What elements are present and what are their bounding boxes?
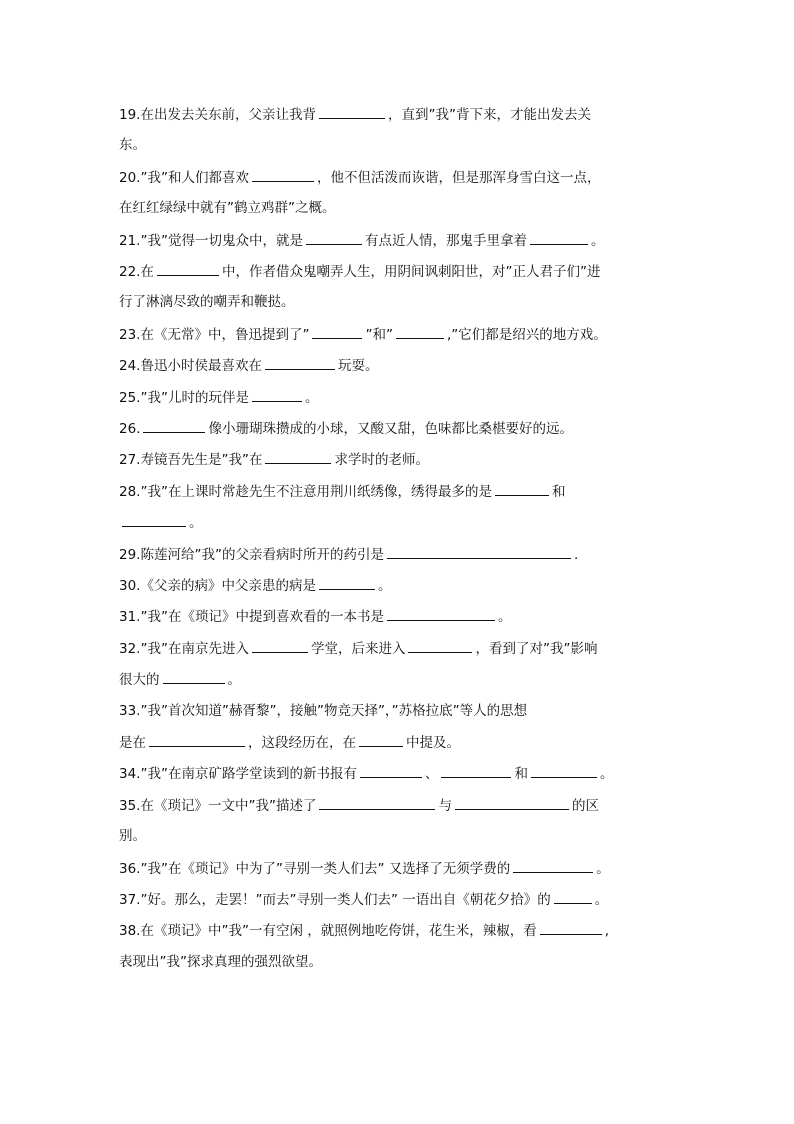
question-line (119, 105, 679, 124)
question-line (119, 859, 679, 878)
question-text: 东。 (119, 137, 146, 154)
answer-blank[interactable] (319, 796, 435, 810)
question-text: 。 (189, 515, 203, 532)
question-text: 38.在《琐记》中”我”一有空闲 ，就照例地吃侉饼，花生米，辣椒，看 (119, 923, 537, 940)
question-text: 24.鲁迅小时侯最喜欢在 (119, 358, 262, 375)
answer-blank[interactable] (513, 859, 593, 873)
question-text: 与 (438, 797, 452, 814)
question-text: 中，作者借众鬼嘲弄人生，用阴间讽刺阳世，对”正人君子们”进 (221, 264, 601, 280)
question-text: ，这段经历在，在 (248, 735, 356, 751)
question-line (119, 482, 679, 501)
question-line (119, 576, 679, 595)
question-line (119, 733, 679, 752)
answer-blank[interactable] (149, 733, 245, 747)
question-text: 33.”我”首次知道”赫胥黎”，接触”物竞天择”，”苏格拉底”等人的思想 (119, 702, 528, 719)
question-line (119, 356, 679, 375)
question-text: ，看到了对”我”影响 (475, 640, 598, 657)
question-text: 23.在《无常》中，鲁迅提到了” (119, 326, 310, 343)
question-text: 30.《父亲的病》中父亲患的病是 (119, 578, 316, 594)
question-text: 和 (514, 766, 528, 783)
answer-blank[interactable] (252, 639, 308, 653)
question-line (119, 639, 679, 658)
answer-blank[interactable] (396, 325, 444, 339)
question-line (119, 670, 679, 689)
answer-blank[interactable] (163, 670, 225, 684)
question-text: 学堂，后来进入 (310, 640, 406, 657)
answer-blank[interactable] (319, 105, 385, 119)
question-text: 26. (119, 421, 141, 437)
question-text: 25.”我”儿时的玩伴是 (119, 389, 249, 406)
question-text: 中提及。 (406, 735, 460, 751)
question-text: 像小珊瑚珠攒成的小球，又酸又甜，色味都比桑椹要好的远。 (208, 421, 573, 437)
answer-blank[interactable] (359, 733, 403, 747)
question-line (119, 764, 679, 783)
question-text: 35.在《琐记》一文中”我”描述了 (119, 797, 317, 814)
answer-blank[interactable] (455, 796, 569, 810)
question-text: 28.”我”在上课时常趁先生不注意用荆川纸绣像，绣得最多的是 (119, 483, 492, 500)
answer-blank[interactable] (387, 545, 571, 559)
question-text: 求学时的老师。 (334, 452, 429, 469)
question-text: 的区 (571, 797, 599, 814)
question-line (119, 388, 679, 407)
question-line (119, 513, 679, 532)
answer-blank[interactable] (122, 513, 186, 527)
answer-blank[interactable] (265, 450, 331, 464)
question-line (119, 419, 679, 438)
question-text: 20.”我”和人们都喜欢 (119, 169, 249, 186)
question-line (119, 890, 679, 909)
question-line (119, 325, 679, 344)
question-text: 、 (424, 766, 439, 783)
question-text: ,”它们都是绍兴的地方戏。 (446, 326, 607, 343)
question-text: . (573, 546, 579, 563)
question-text: 32.”我”在南京先进入 (119, 640, 249, 657)
question-text: 。 (599, 766, 614, 783)
question-text: 表现出”我”探求真理的强烈欲望。 (119, 953, 322, 970)
question-line (119, 953, 679, 971)
question-line (119, 702, 679, 720)
question-line (119, 136, 679, 154)
question-text: 。 (304, 389, 319, 406)
answer-blank[interactable] (531, 764, 597, 778)
question-text: 是在 (119, 735, 146, 751)
question-text: 19.在出发去关东前，父亲让我背 (119, 107, 316, 123)
question-text: 有点近人情，那鬼手里拿着 (364, 232, 527, 249)
question-text: 29.陈莲河给”我”的父亲看病时所开的药引是 (119, 546, 384, 563)
question-text: 22.在 (119, 264, 154, 280)
question-text: 。 (377, 578, 392, 594)
question-line (119, 168, 679, 187)
answer-blank[interactable] (306, 231, 362, 245)
question-line (119, 231, 679, 250)
question-line (119, 921, 679, 940)
answer-blank[interactable] (252, 388, 302, 402)
question-line (119, 450, 679, 469)
answer-blank[interactable] (441, 764, 511, 778)
answer-blank[interactable] (554, 890, 592, 904)
question-text: 。 (590, 232, 605, 249)
question-text: 和 (551, 483, 566, 500)
question-text: 行了淋漓尽致的嘲弄和鞭挞。 (119, 294, 295, 311)
answer-blank[interactable] (408, 639, 472, 653)
question-text: 玩耍。 (337, 358, 379, 375)
answer-blank[interactable] (265, 356, 335, 370)
question-text: 36.”我”在《琐记》中为了”寻别一类人们去” 又选择了无须学费的 (119, 860, 511, 877)
question-text: 在红红绿绿中就有”鹤立鸡群”之概。 (119, 200, 336, 217)
answer-blank[interactable] (312, 325, 362, 339)
question-line (119, 199, 679, 217)
answer-blank[interactable] (360, 764, 422, 778)
answer-blank[interactable] (157, 262, 219, 276)
answer-blank[interactable] (540, 921, 602, 935)
question-text: 31.”我”在《琐记》中提到喜欢看的一本书是 (119, 609, 384, 626)
question-line (119, 293, 679, 311)
question-line (119, 796, 679, 815)
question-line (119, 607, 679, 626)
question-line (119, 827, 679, 845)
question-line (119, 262, 679, 281)
question-text: ”和” (365, 326, 393, 343)
question-text: 27.寿镜吾先生是”我”在 (119, 452, 263, 469)
question-text: 。 (497, 609, 512, 626)
answer-blank[interactable] (495, 482, 549, 496)
question-text: ，他不但活泼而诙谐，但是那浑身雪白这一点， (316, 169, 601, 186)
question-text: 。 (596, 860, 610, 877)
answer-blank[interactable] (319, 576, 375, 590)
answer-blank[interactable] (252, 168, 314, 182)
question-text: 34.”我”在南京矿路学堂读到的新书报有 (119, 766, 357, 783)
question-text: 。 (594, 892, 609, 908)
question-text: 别。 (119, 828, 146, 845)
question-text: , (604, 923, 610, 940)
answer-blank[interactable] (387, 607, 495, 621)
question-line (119, 545, 679, 564)
answer-blank[interactable] (530, 231, 588, 245)
question-text: 21.”我”觉得一切鬼众中，就是 (119, 232, 303, 249)
question-text: 37.”好。那么，走罢！”而去”寻别一类人们去” 一语出自《朝花夕拾》的 (119, 892, 551, 908)
question-text: ，直到”我”背下来，才能出发去关 (387, 107, 591, 123)
question-text: 。 (227, 672, 241, 689)
answer-blank[interactable] (143, 419, 205, 433)
question-text: 很大的 (119, 672, 160, 689)
